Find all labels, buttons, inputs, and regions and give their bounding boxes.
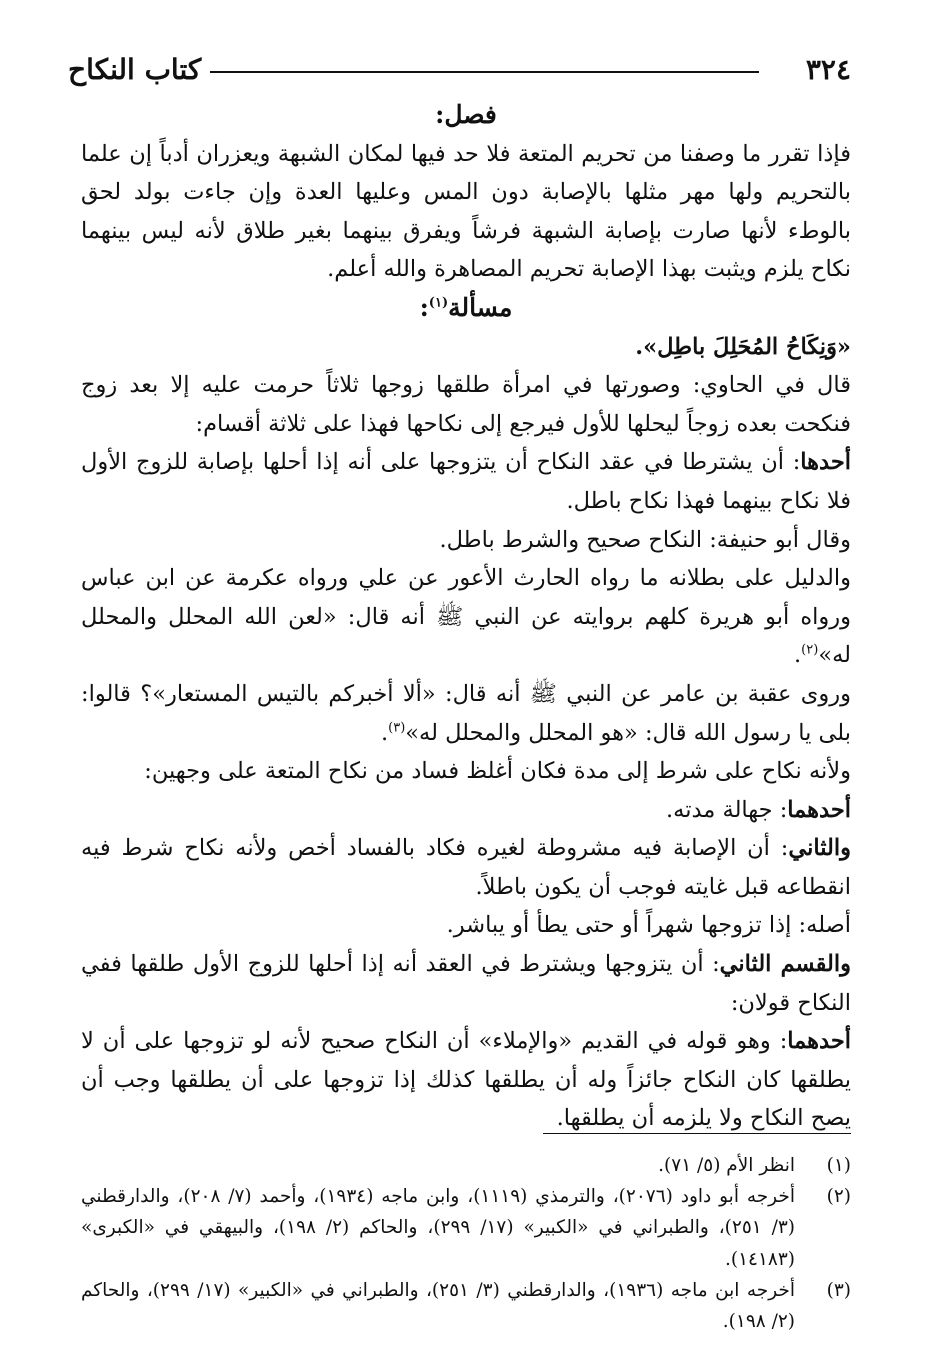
aspect-two-text: : أن الإصابة فيه مشروطة لغيره فكاد بالفساد أخص ولأنه نكاح شرط فيه انقطاعه قبل غايته فوجب أن يكون باطلاً. [81,835,851,900]
footnote-rule [543,1133,851,1134]
label-second-case: والقسم الثاني [719,951,851,978]
footnote [81,1181,851,1275]
footnote-text: أخرجه أبو داود (٢٠٧٦)، والترمذي (١١١٩)، وابن ماجه (١٩٣٤)، وأحمد (٧/ ٢٠٨)، والدارقطني (٣/ ٢٥١)، والطبراني في «الكبير» (١٧/ ٢٩٩)، والحاكم (٢/ ١٩٨)، والبيهقي في «الكبرى» (١٤١٨٣). [81,1186,795,1270]
footnote-number: (١) [826,1155,851,1176]
paragraph-aspect-two [81,829,851,906]
footnote-ref-3: (٣) [388,720,406,735]
footnote-text: انظر الأم (٥/ ٧١). [658,1155,795,1176]
second-case-text: : أن يتزوجها ويشترط في العقد أنه إذا أحلها للزوج الأول طلقها ففي النكاح قولان: [81,951,851,1016]
first-opinion-text: : وهو قوله في القديم «والإملاء» أن النكاح صحيح لأنه لو تزوجها على أن لا يطلقها كان النكاح جائزاً وله أن يطلقها كذلك إذا تزوجها على أن يطلقها وجب أن يصح النكاح ولا يلزمه أن يطلقها. [81,1028,851,1132]
uqba-end: . [380,719,389,746]
header-rule [210,71,759,73]
paragraph-hawi: قال في الحاوي: وصورتها في امرأة طلقها زوجها ثلاثاً حرمت عليه إلا بعد زوج فنكحت بعده زوجاً ليحلها للأول فيرجع إلى نكاحها فهذا على ثلاثة أقسام: [81,372,851,437]
main-text [81,96,851,1138]
footnote [81,1275,851,1337]
paragraph-second-case [81,945,851,1022]
first-case-text: : أن يشترطا في عقد النكاح أن يتزوجها على أنه إذا أحلها بإصابة للزوج الأول فلا نكاح بينهما فهذا نكاح باطل. [81,449,851,514]
masala-quote: «وَنِكَاحُ المُحَلِلَ باطِل». [635,333,851,360]
evidence-end: . [794,642,802,669]
paragraph-origin: أصله: إذا تزوجها شهراً أو حتى يطأ أو يباشر. [446,912,851,939]
masala-title: مسألة [448,292,513,322]
paragraph-first-case [81,443,851,520]
paragraph-two-aspects: ولأنه نكاح على شرط إلى مدة فكان أغلظ فساد من نكاح المتعة على وجهين: [144,758,851,785]
label-first: أحدها [800,449,851,476]
footnote-ref-1: (١) [428,295,449,311]
masala-colon: : [419,292,429,322]
page-number: ٣٢٤ [805,53,851,86]
uqba-text: وروى عقبة بن عامر عن النبي ﷺ أنه قال: «ألا أخبركم بالتيس المستعار»؟ قالوا: بلى يا رسول الله قال: «هو المحلل والمحلل له» [81,680,851,746]
section-heading: فصل: [435,100,497,129]
running-title: كتاب النكاح [68,53,202,86]
evidence-text: والدليل على بطلانه ما رواه الحارث الأعور عن علي ورواه عكرمة عن ابن عباس ورواه أبو هريرة كلهم بروايته عن النبي ﷺ أنه قال: «لعن الله المحلل والمحلل له» [81,565,851,669]
footnote-number: (٣) [826,1279,851,1301]
footnote [81,1150,851,1181]
footnote-text: أخرجه ابن ماجه (١٩٣٦)، والدارقطني (٣/ ٢٥١)، والطبراني في «الكبير» (١٧/ ٢٩٩)، والحاكم (٢/ ١٩٨). [81,1279,796,1333]
section-paragraph: فإذا تقرر ما وصفنا من تحريم المتعة فلا حد فيها لمكان الشبهة ويعزران أدباً إن علما بالتحريم ولها مهر مثلها بالإصابة دون المس وعليها العدة وإن جاءت بولد لحق بالوطء لأنها صارت بإصابة الشبهة فرشاً ويفرق بينهما بغير طلاق لأنه ليس بينهما نكاح يلزم ويثبت بهذا الإصابة تحريم المصاهرة والله أعلم. [81,140,851,283]
label-aspect-one: أحدهما [787,796,851,823]
footnote-number: (٢) [826,1186,851,1208]
page-header [68,52,851,88]
paragraph-first-opinion [81,1022,851,1138]
paragraph-aspect-one [81,791,851,830]
label-first-opinion: أحدهما [787,1028,851,1055]
footnotes [81,1150,851,1337]
paragraph-abu-hanifa: وقال أبو حنيفة: النكاح صحيح والشرط باطل. [439,526,851,553]
label-aspect-two: والثاني [788,835,851,862]
masala-heading [81,289,851,328]
footnote-ref-2: (٢) [801,642,819,658]
paragraph-uqba [81,675,851,752]
paragraph-evidence [81,559,851,675]
aspect-one-text: : جهالة مدته. [666,796,788,823]
